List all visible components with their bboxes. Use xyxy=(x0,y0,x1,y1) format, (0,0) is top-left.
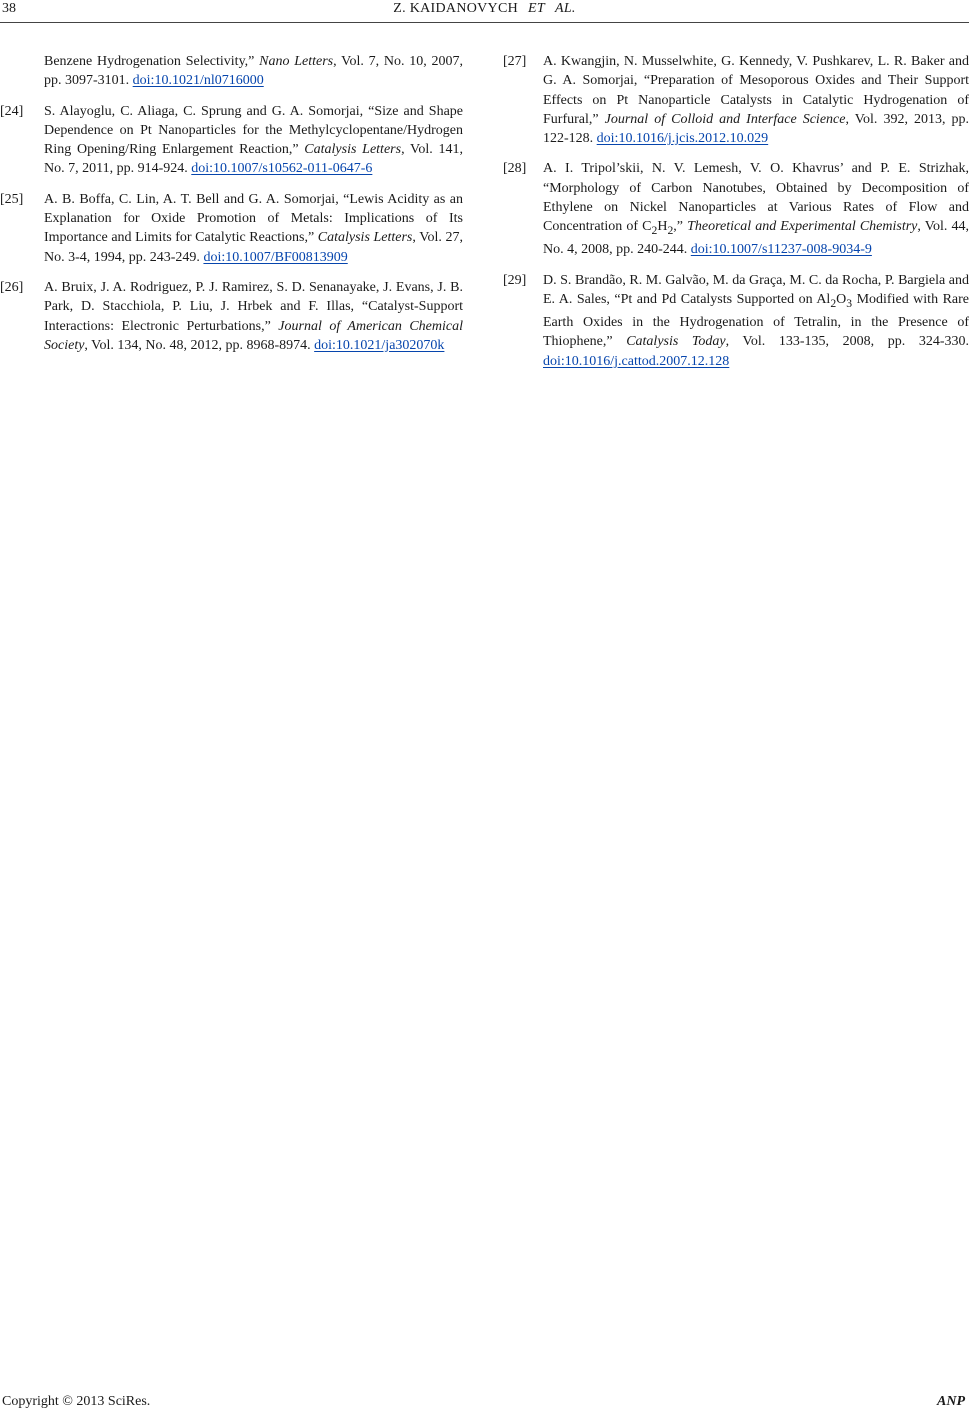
journal-title: Journal of American Chemical Society xyxy=(44,318,463,353)
doi-link[interactable]: doi:10.1007/s11237-008-9034-9 xyxy=(690,242,872,258)
running-head-al: AL. xyxy=(554,1,576,16)
doi-link[interactable]: doi:10.1007/BF00813909 xyxy=(203,249,348,265)
journal-abbreviation: ANP xyxy=(937,1394,965,1409)
doi-link[interactable]: doi:10.1021/ja302070k xyxy=(314,337,445,353)
reference-25: [25] A. B. Boffa, C. Lin, A. T. Bell and G. A. Somorjai, “Lewis Acidity as an Explanation for Oxide Promotion of Metals: Implications of Its Importance and Limits for Catalytic Reactions,” Catalysis Letters, Vol. 27, No. 3-4, 1994, pp. 243-249. doi:10.1007/BF00813909 xyxy=(0,191,463,265)
journal-title: Journal of Colloid and Interface Science xyxy=(604,111,846,127)
reference-26: [26] A. Bruix, J. A. Rodriguez, P. J. Ramirez, S. D. Senanayake, J. Evans, J. B. Park, D. Stacchiola, P. Liu, J. Hrbek and F. Illas, “Catalyst-Support Interactions: Electronic Perturbations,” Journal of American Chemical Society, Vol. 134, No. 48, 2012, pp. 8968-8974. doi:10.1021/ja302070k xyxy=(0,279,463,353)
running-head xyxy=(0,1,969,17)
reference-23-continued: Benzene Hydrogenation Selectivity,” Nano Letters, Vol. 7, No. 10, 2007, pp. 3097-3101. doi:10.1021/nl0716000 xyxy=(44,54,463,89)
journal-title: Theoretical and Experimental Chemistry xyxy=(687,219,918,235)
journal-title: Catalysis Letters xyxy=(317,230,413,246)
journal-title: Nano Letters xyxy=(259,54,334,69)
header-divider xyxy=(0,22,969,23)
journal-title: Catalysis Today xyxy=(626,334,726,350)
copyright-notice: Copyright © 2013 SciRes. xyxy=(2,1394,151,1409)
page-header xyxy=(0,0,969,24)
running-head-author: Z. KAIDANOVYCH xyxy=(393,1,519,16)
running-head-et: ET xyxy=(528,1,545,16)
reference-24: [24] S. Alayoglu, C. Aliaga, C. Sprung and G. A. Somorjai, “Size and Shape Dependence on Pt Nanoparticles for the Methylcyclopentane/Hydrogen Ring Opening/Ring Enlargement Reaction,” Catalysis Letters, Vol. 141, No. 7, 2011, pp. 914-924. doi:10.1007/s10562-011-0647-6 xyxy=(0,103,463,177)
reference-number: [28] xyxy=(503,161,527,177)
reference-number: [29] xyxy=(503,272,527,288)
reference-number: [24] xyxy=(0,103,24,119)
doi-link[interactable]: doi:10.1007/s10562-011-0647-6 xyxy=(191,161,373,177)
reference-number: [27] xyxy=(503,54,527,69)
journal-title: Catalysis Letters xyxy=(304,142,402,158)
reference-28: [28] A. I. Tripol’skii, N. V. Lemesh, V. O. Khavrus’ and P. E. Strizhak, “Morphology of Carbon Nanotubes, Obtained by Decomposition of Ethylene on Nickel Nanoparticles at Various Rates of Flow and Concentration of $C_2H_2$,” Theoretical and Experimental Chemistry, Vol. 44, No. 4, 2008, pp. 240-244. doi:10.1007/s11237-008-9034-9 xyxy=(503,161,969,258)
reference-number: [25] xyxy=(0,191,24,207)
reference-27: [27] A. Kwangjin, N. Musselwhite, G. Kennedy, V. Pushkarev, L. R. Baker and G. A. Somorjai, “Preparation of Mesoporous Oxides and Their Support Effects on Pt Nanoparticle Catalysts in Catalytic Hydrogenation of Furfural,” Journal of Colloid and Interface Science, Vol. 392, 2013, pp. 122-128. doi:10.1016/j.jcis.2012.10.029 xyxy=(503,54,969,147)
page-number: 38 xyxy=(2,1,16,16)
reference-column-right xyxy=(503,52,969,382)
reference-29: [29] D. S. Brandão, R. M. Galvão, M. da Graça, M. C. da Rocha, P. Bargiela and E. A. Sales, “Pt and Pd Catalysts Supported on $Al_2O_3$ Modified with Rare Earth Oxides in the Hydrogenation of Tetralin, in the Presence of Thiophene,” Catalysis Today, Vol. 133-135, 2008, pp. 324-330. doi:10.1016/j.cattod.2007.12.128 xyxy=(503,272,969,369)
doi-link[interactable]: doi:10.1016/j.cattod.2007.12.128 xyxy=(543,353,730,369)
doi-link[interactable]: doi:10.1016/j.jcis.2012.10.029 xyxy=(596,131,769,147)
reference-column-left xyxy=(0,52,463,366)
reference-number: [26] xyxy=(0,279,24,295)
doi-link[interactable]: doi:10.1021/nl0716000 xyxy=(132,73,264,89)
